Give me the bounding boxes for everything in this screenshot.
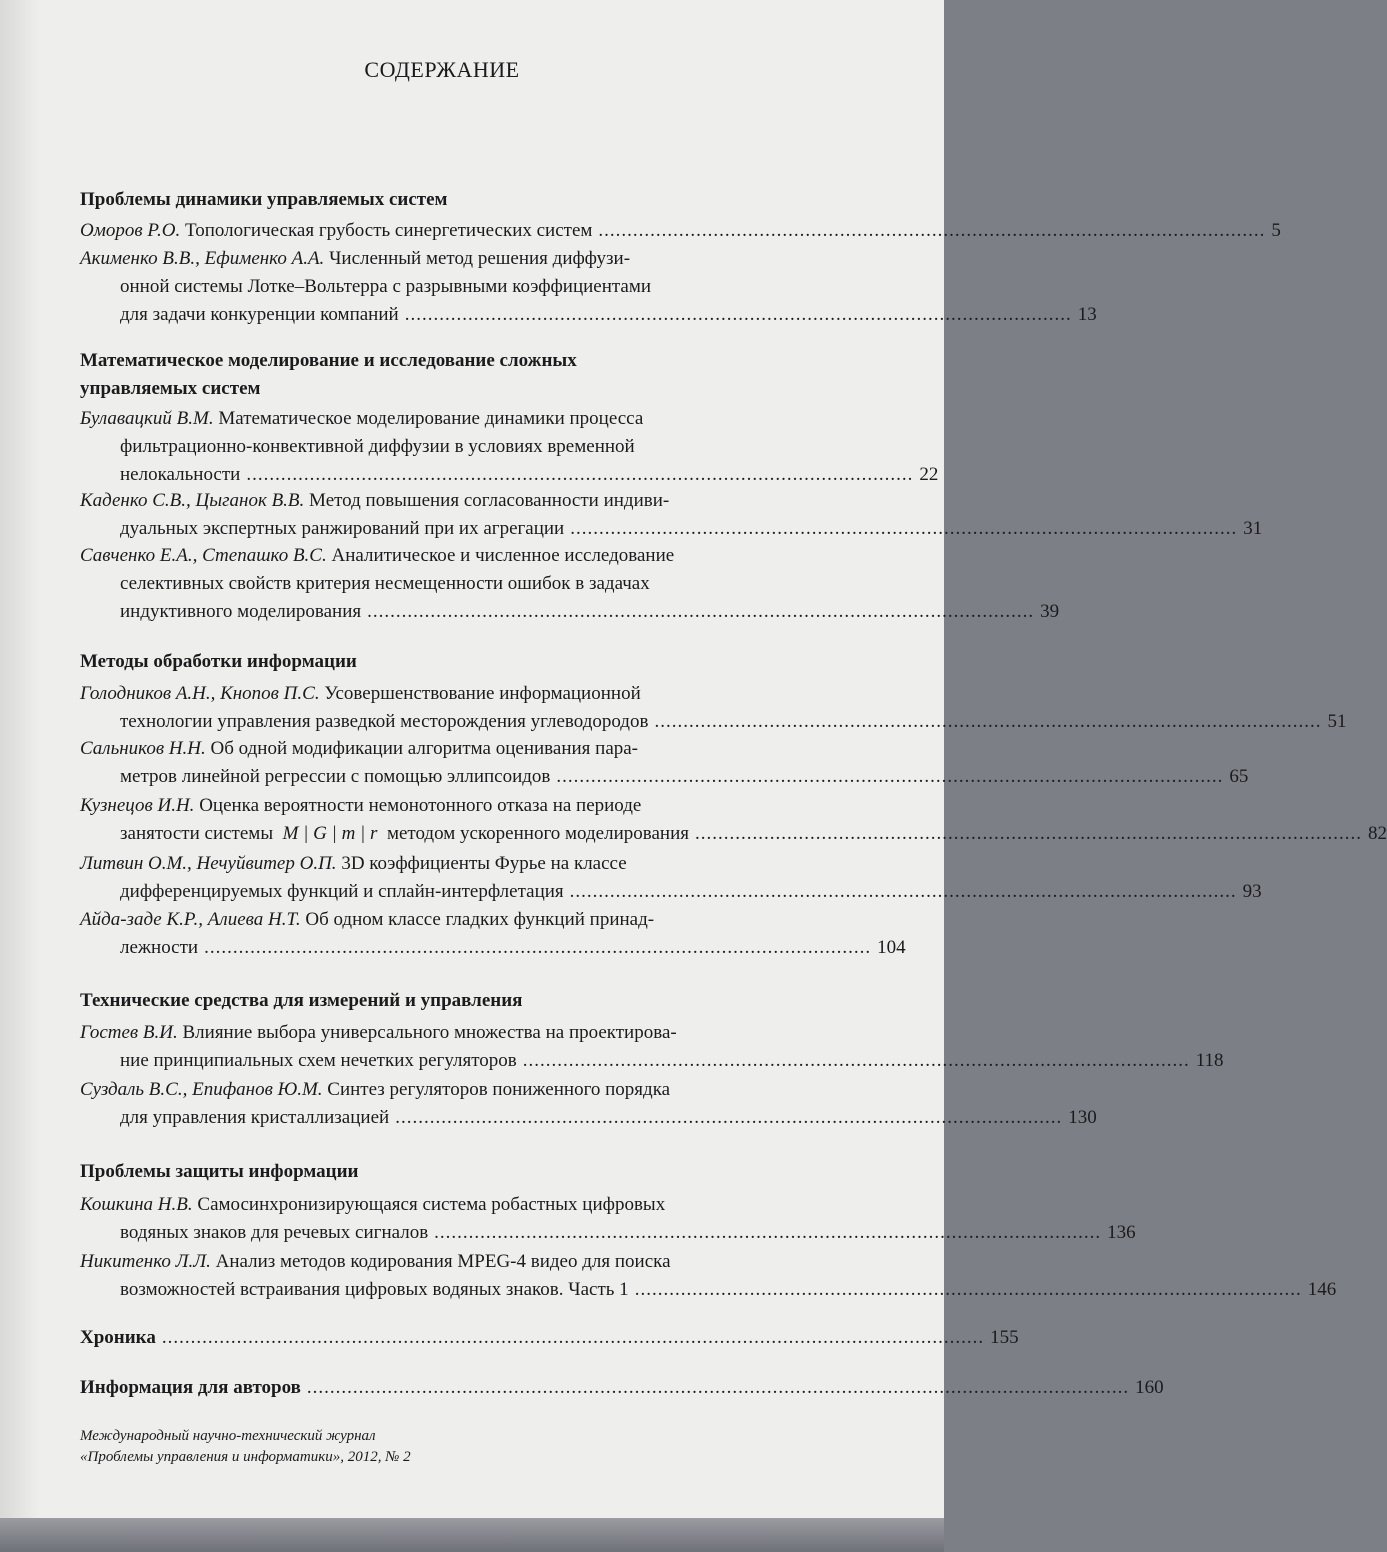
entry-title: Оценка вероятности немонотонного отказа на периоде — [199, 795, 642, 816]
footer-line: «Проблемы управления и информатики», 2012, № 2 — [80, 1449, 411, 1465]
entry-title-line: ние принципиальных схем нечетких регуляторов — [120, 1050, 517, 1071]
entry-title-line: нелокальности — [120, 464, 241, 485]
entry-title-line: дуальных экспертных ранжирований при их агрегации — [120, 518, 565, 539]
entry-page: 155 — [990, 1327, 1019, 1348]
entry-authors: Айда-заде К.Р., Алиева Н.Т. — [80, 909, 301, 930]
leader-dots: .................................................................................................................... — [204, 937, 872, 958]
toc-entry — [80, 542, 1060, 626]
page-bottom-edge — [0, 1518, 944, 1552]
entry-page: 130 — [1068, 1107, 1097, 1128]
entry-title-line: водяных знаков для речевых сигналов — [120, 1222, 429, 1243]
entry-title-line: метров линейной регрессии с помощью эллипсоидов — [120, 766, 551, 787]
leader-dots: ............................................................................................................................................... — [306, 1377, 1130, 1398]
toc-entry — [80, 1019, 1224, 1075]
entry-page: 136 — [1107, 1222, 1136, 1243]
entry-title: Топологическая грубость синергетических систем — [185, 220, 593, 241]
entry-title: Метод повышения согласованности индиви- — [309, 490, 670, 511]
leader-dots: .................................................................................................................... — [569, 881, 1237, 902]
toc-entry — [80, 1191, 1136, 1247]
entry-title: Математическое моделирование динамики процесса — [218, 408, 644, 429]
entry-page: 82 — [1367, 823, 1387, 844]
leader-dots: .................................................................................................................... — [598, 220, 1266, 241]
entry-page: 160 — [1135, 1377, 1164, 1398]
entry-title-line: фильтрационно-конвективной диффузии в условиях временной — [120, 436, 635, 457]
toc-entry — [80, 735, 1249, 791]
toc-entry — [80, 1076, 1097, 1132]
section-heading-line: Математическое моделирование и исследование сложных — [80, 350, 577, 371]
entry-title-line: онной системы Лотке–Вольтерра с разрывными коэффициентами — [120, 276, 652, 297]
page-shadow — [0, 0, 40, 1518]
section-heading-line: управляемых систем — [80, 378, 261, 399]
entry-title-line: дифференцируемых функций и сплайн-интерфлетация — [120, 881, 564, 902]
entry-authors: Акименко В.В., Ефименко А.А. — [80, 248, 325, 269]
entry-title: Синтез регуляторов пониженного порядка — [327, 1079, 671, 1100]
entry-authors: Никитенко Л.Л. — [80, 1251, 211, 1272]
entry-authors: Каденко С.В., Цыганок В.В. — [80, 490, 305, 511]
entry-title-line: для управления кристаллизацией — [120, 1107, 390, 1128]
toc-entry — [80, 1374, 1164, 1402]
section-heading: Технические средства для измерений и управления — [80, 990, 523, 1011]
leader-dots: .................................................................................................................... — [367, 601, 1035, 622]
entry-authors: Суздаль В.С., Епифанов Ю.М. — [80, 1079, 323, 1100]
entry-title: Усовершенствование информационной — [324, 683, 641, 704]
queue-notation: M | G | m | r — [282, 823, 378, 844]
section-heading: Методы обработки информации — [80, 651, 357, 672]
toc-entry — [80, 1324, 1019, 1352]
entry-title-line: возможностей встраивания цифровых водяных знаков. Часть 1 — [120, 1279, 629, 1300]
journal-footer — [80, 1426, 780, 1468]
section-heading: Проблемы динамики управляемых систем — [80, 189, 448, 210]
leader-dots: .................................................................................................................... — [522, 1050, 1190, 1071]
entry-authors: Сальников Н.Н. — [80, 738, 206, 759]
leader-dots: .................................................................................................................... — [556, 766, 1224, 787]
entry-title: Информация для авторов — [80, 1377, 301, 1398]
leader-dots: .................................................................................................................... — [654, 711, 1322, 732]
entry-title: Об одном классе гладких функций принад- — [305, 909, 655, 930]
entry-page: 5 — [1271, 220, 1281, 241]
entry-authors: Савченко Е.А., Степашко В.С. — [80, 545, 327, 566]
entry-title-line: лежности — [120, 937, 199, 958]
toc-entry — [80, 217, 1281, 245]
toc-entry — [80, 792, 1387, 848]
entry-title-line: селективных свойств критерия несмещенности ошибок в задачах — [120, 573, 650, 594]
entry-authors: Литвин О.М., Нечуйвитер О.П. — [80, 853, 337, 874]
entry-page: 118 — [1195, 1050, 1224, 1071]
entry-title-line: методом ускоренного моделирования — [386, 823, 689, 844]
entry-title-line: занятости системы — [120, 823, 274, 844]
leader-dots: .................................................................................................................... — [395, 1107, 1063, 1128]
footer-line: Международный научно-технический журнал — [80, 1428, 376, 1444]
leader-dots: .................................................................................................................... — [634, 1279, 1302, 1300]
entry-title-line: индуктивного моделирования — [120, 601, 362, 622]
entry-page: 51 — [1327, 711, 1347, 732]
entry-page: 39 — [1040, 601, 1060, 622]
entry-page: 13 — [1077, 304, 1097, 325]
toc-entry — [80, 245, 1097, 329]
page-title: СОДЕРЖАНИЕ — [364, 57, 520, 82]
entry-authors: Булавацкий В.М. — [80, 408, 214, 429]
entry-authors: Голодников А.Н., Кнопов П.С. — [80, 683, 320, 704]
toc-entry — [80, 680, 1347, 736]
leader-dots: .................................................................................................................... — [570, 518, 1238, 539]
entry-title: Численный метод решения диффузи- — [329, 248, 631, 269]
toc-entry — [80, 906, 906, 962]
entry-authors: Кузнецов И.Н. — [80, 795, 195, 816]
entry-authors: Гостев В.И. — [80, 1022, 178, 1043]
entry-page: 93 — [1242, 881, 1262, 902]
entry-title: Об одной модификации алгоритма оценивания пара- — [210, 738, 639, 759]
section-heading — [80, 347, 820, 403]
entry-authors: Оморов Р.О. — [80, 220, 181, 241]
entry-page: 22 — [919, 464, 939, 485]
leader-dots: .................................................................................................................... — [694, 823, 1362, 844]
toc-entry — [80, 487, 1263, 543]
leader-dots: .................................................................................................................... — [246, 464, 914, 485]
entry-title: Самосинхронизирующаяся система робастных цифровых — [197, 1194, 666, 1215]
entry-page: 146 — [1307, 1279, 1337, 1300]
entry-title-line: для задачи конкуренции компаний — [120, 304, 399, 325]
entry-title: Хроника — [80, 1327, 156, 1348]
toc-entry — [80, 405, 939, 489]
leader-dots: .................................................................................................................... — [404, 304, 1072, 325]
entry-page: 65 — [1229, 766, 1249, 787]
entry-title-line: технологии управления разведкой месторождения углеводородов — [120, 711, 649, 732]
entry-title: Анализ методов кодирования MPEG-4 видео для поиска — [215, 1251, 671, 1272]
entry-page: 104 — [877, 937, 906, 958]
entry-authors: Кошкина Н.В. — [80, 1194, 193, 1215]
section-heading: Проблемы защиты информации — [80, 1161, 359, 1182]
toc-entry — [80, 1248, 1337, 1304]
leader-dots: ............................................................................................................................................... — [161, 1327, 985, 1348]
entry-title: 3D коэффициенты Фурье на классе — [341, 853, 627, 874]
toc-entry — [80, 850, 1262, 906]
leader-dots: .................................................................................................................... — [434, 1222, 1102, 1243]
entry-title: Влияние выбора универсального множества на проектирова- — [182, 1022, 677, 1043]
entry-title: Аналитическое и численное исследование — [331, 545, 675, 566]
entry-page: 31 — [1243, 518, 1263, 539]
